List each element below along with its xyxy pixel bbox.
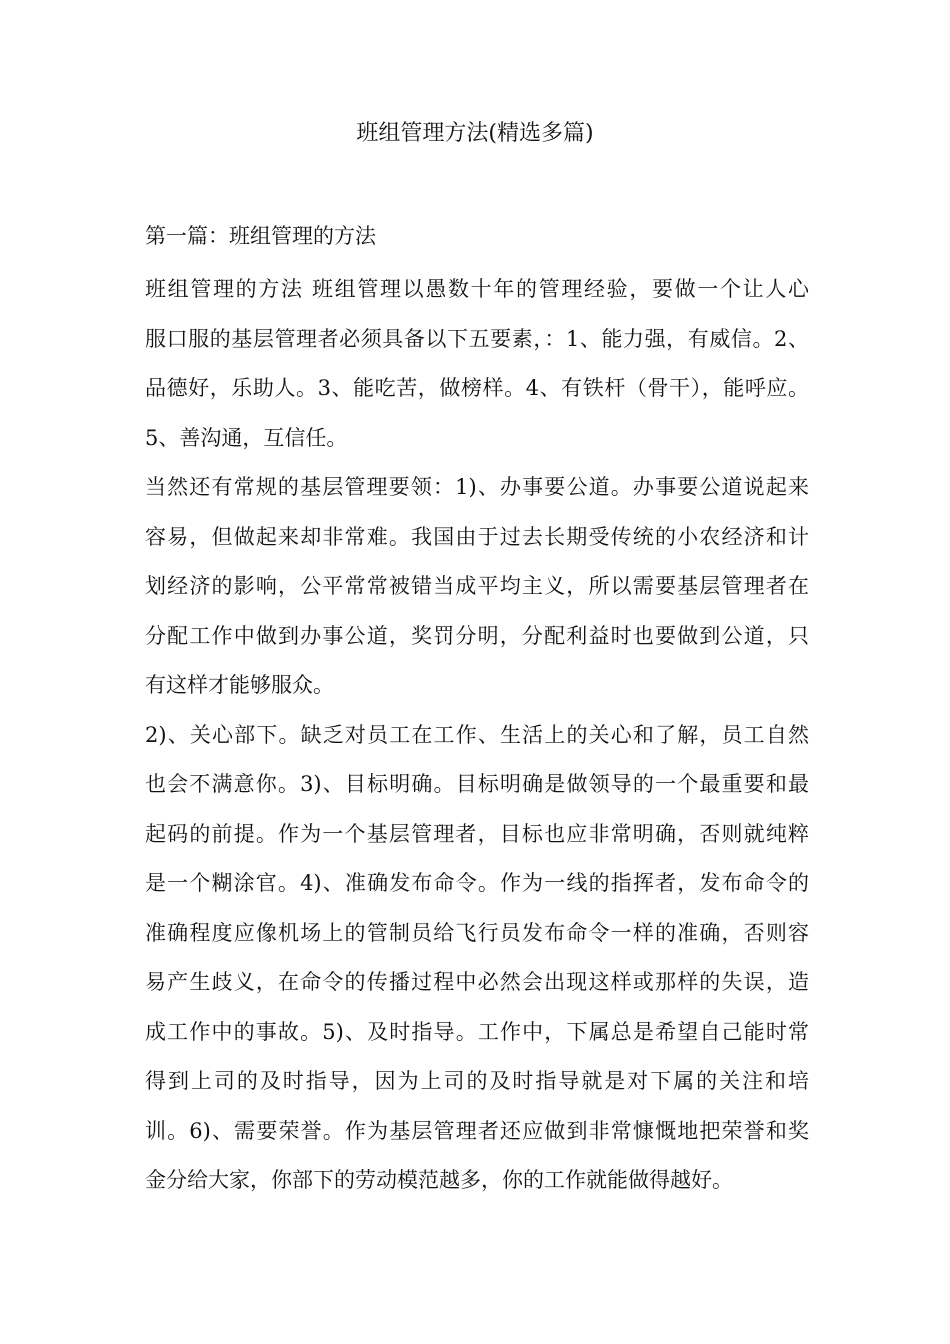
paragraph-line: 分配工作中做到办事公道，奖罚分明，分配利益时也要做到公道，只 — [145, 623, 809, 648]
paragraph-line: 也会不满意你。3)、目标明确。目标明确是做领导的一个最重要和最 — [145, 772, 809, 796]
paragraph-line: 成工作中的事故。5)、及时指导。工作中，下属总是希望自己能时常 — [145, 1019, 809, 1044]
paragraph-1 — [145, 265, 809, 463]
document-body — [145, 216, 809, 1206]
paragraph-line: 是一个糊涂官。4)、准确发布命令。作为一线的指挥者，发布命令的 — [145, 871, 809, 895]
paragraph-line: 得到上司的及时指导，因为上司的及时指导就是对下属的关注和培 — [145, 1069, 809, 1093]
paragraph-line: 服口服的基层管理者必须具备以下五要素，：1、能力强，有威信。2、 — [145, 326, 809, 351]
paragraph-line: 班组管理的方法 班组管理以愚数十年的管理经验，要做一个让人心 — [145, 277, 809, 301]
paragraph-line: 有这样才能够服众。 — [145, 673, 334, 697]
paragraph-line: 容易，但做起来却非常难。我国由于过去长期受传统的小农经济和计 — [145, 524, 809, 549]
paragraph-line: 训。6)、需要荣誉。作为基层管理者还应做到非常慷慨地把荣誉和奖 — [145, 1118, 809, 1143]
paragraph-3 — [145, 711, 809, 1206]
paragraph-line: 金分给大家，你部下的劳动模范越多，你的工作就能做得越好。 — [145, 1168, 733, 1192]
document-title: 班组管理方法(精选多篇) — [356, 121, 594, 146]
section-heading: 第一篇：班组管理的方法 — [145, 224, 376, 248]
paragraph-line: 品德好，乐助人。3、能吃苦，做榜样。4、有铁杆（骨干），能呼应。 — [145, 376, 809, 400]
paragraph-2 — [145, 463, 809, 711]
paragraph-line: 2)、关心部下。缺乏对员工在工作、生活上的关心和了解，员工自然 — [145, 722, 809, 747]
paragraph-line: 准确程度应像机场上的管制员给飞行员发布命令一样的准确，否则容 — [145, 920, 809, 945]
paragraph-line: 易产生歧义，在命令的传播过程中必然会出现这样或那样的失误，造 — [145, 970, 809, 994]
paragraph-line: 5、善沟通，互信任。 — [145, 425, 348, 450]
paragraph-line: 当然还有常规的基层管理要领：1)、办事要公道。办事要公道说起来 — [145, 475, 809, 499]
paragraph-line: 起码的前提。作为一个基层管理者，目标也应非常明确，否则就纯粹 — [145, 821, 809, 846]
paragraph-line: 划经济的影响，公平常常被错当成平均主义，所以需要基层管理者在 — [145, 574, 809, 598]
